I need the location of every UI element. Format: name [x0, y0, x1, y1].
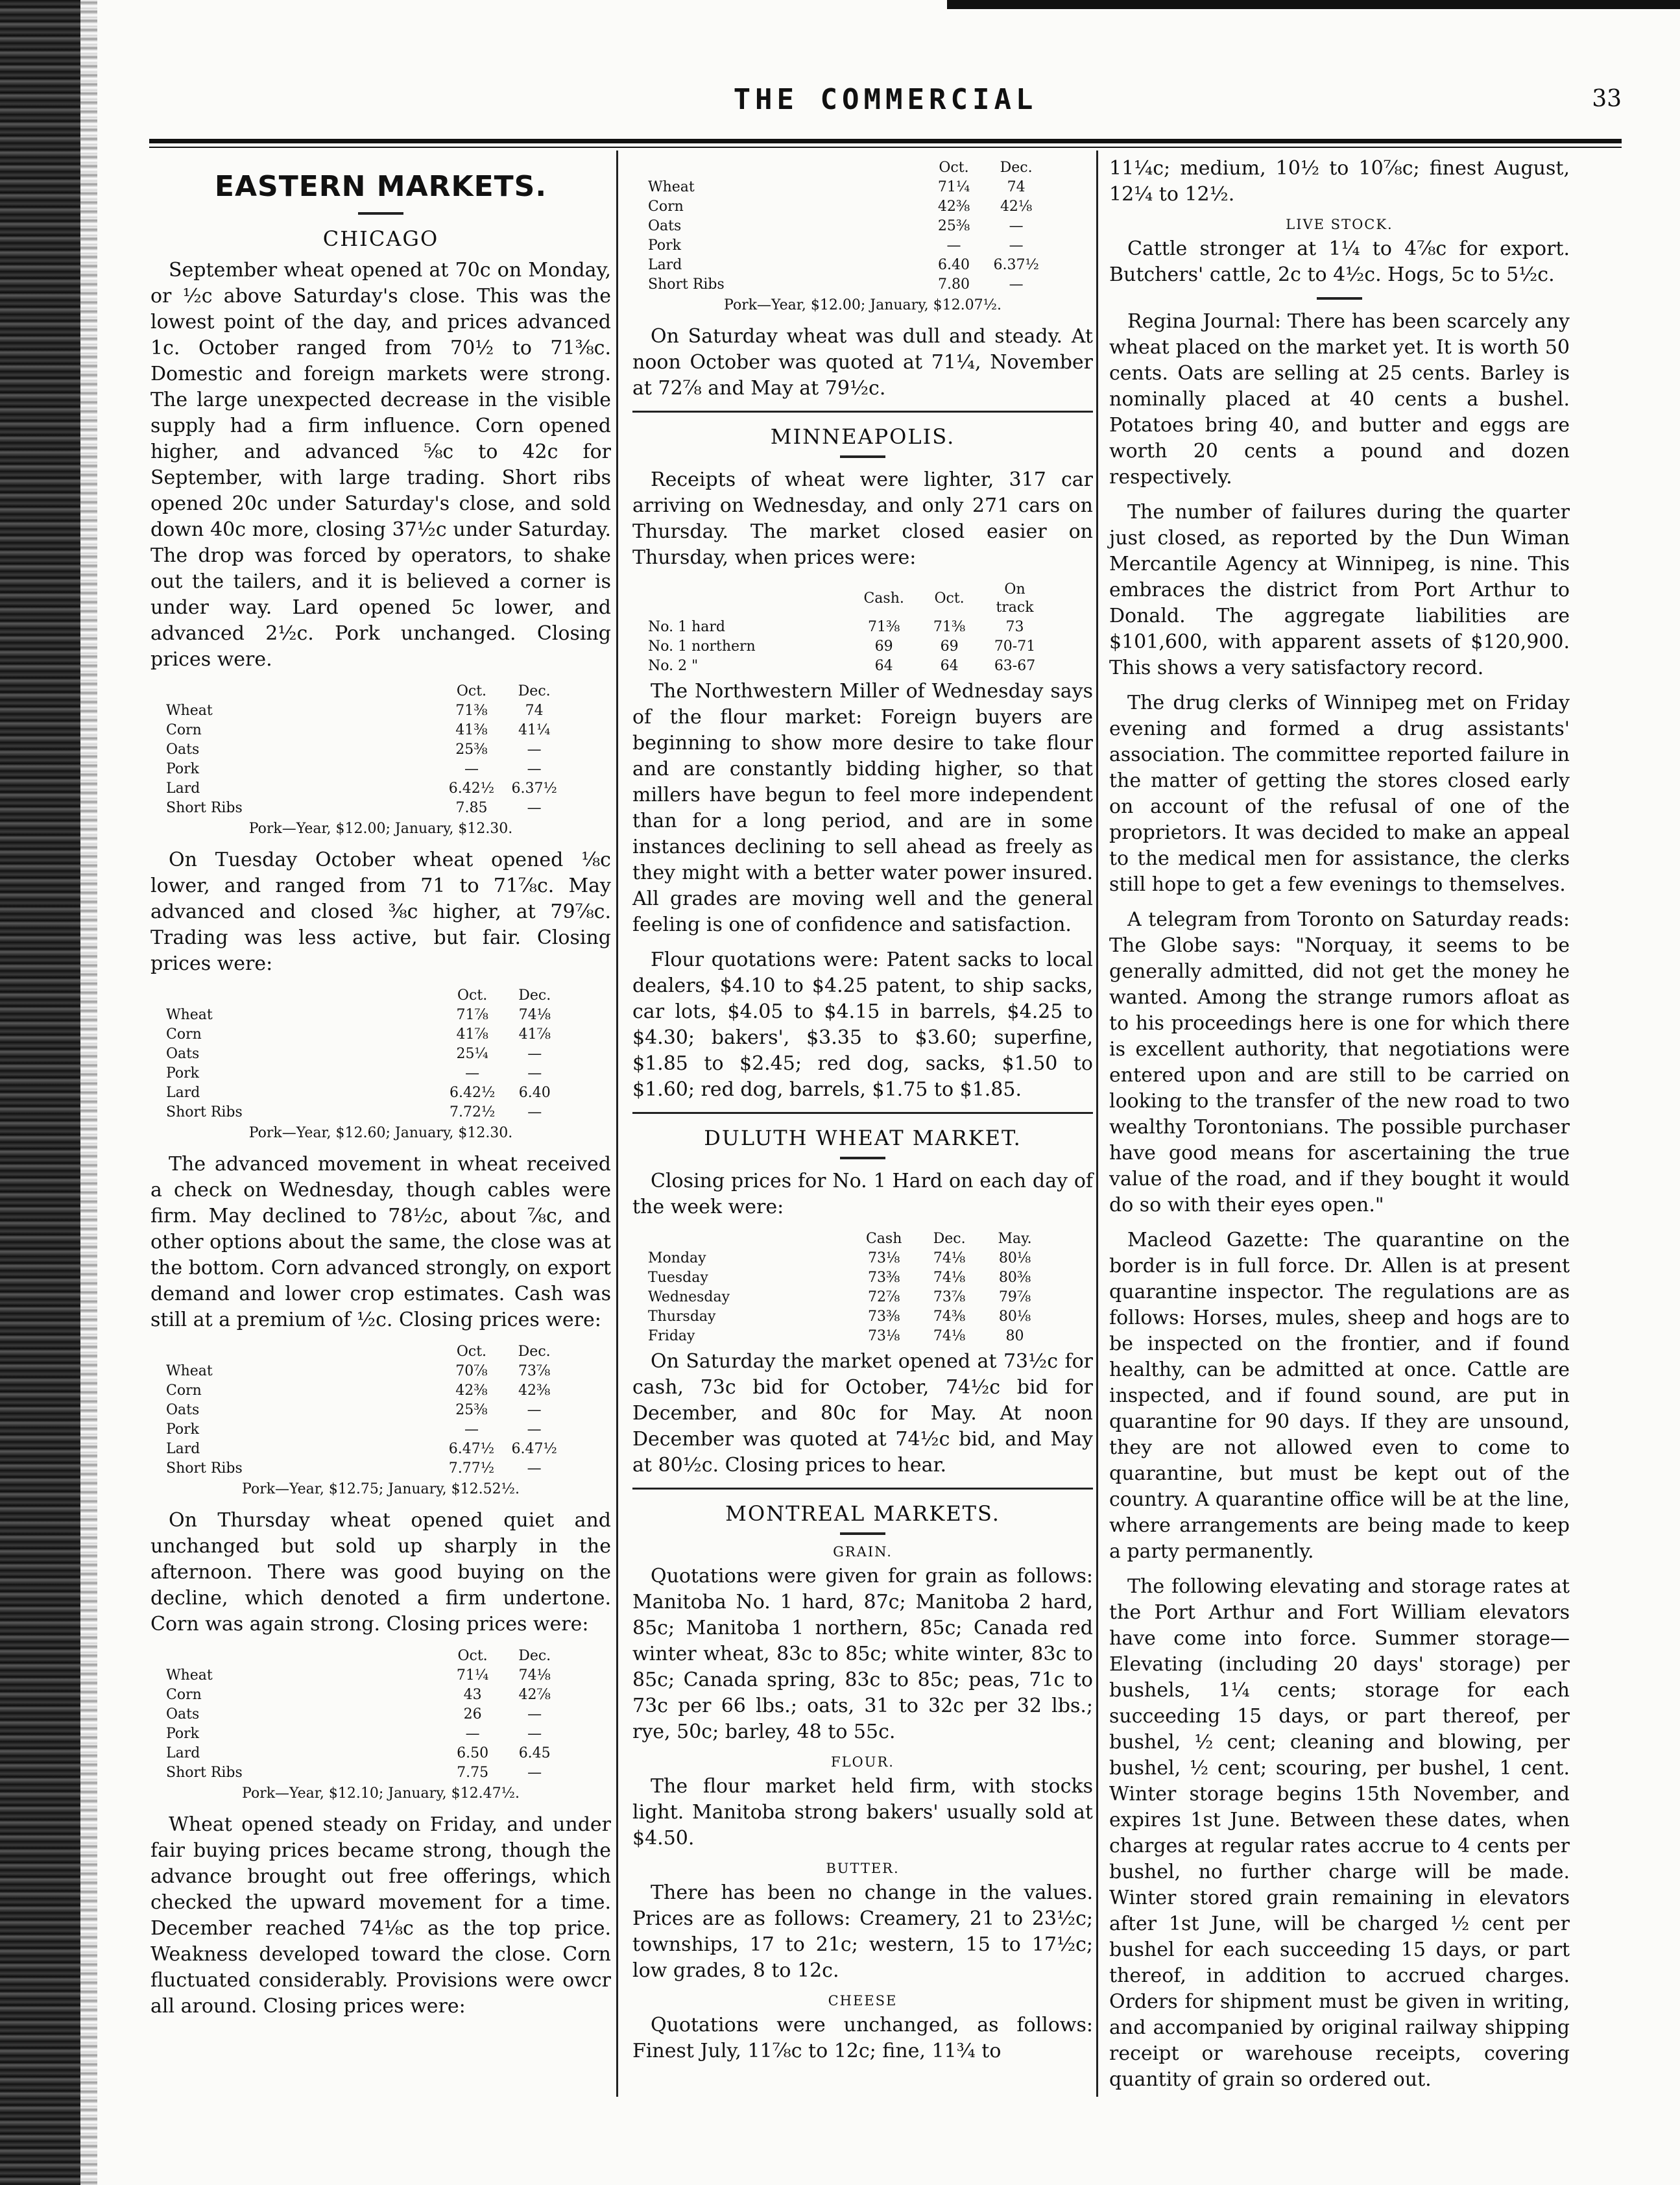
article-paragraph: There has been no change in the values. Prices are as follows: Creamery, 21 to 23½c; townships, 17 to 21c; western, 15 to 17½c; low grades, 8 to 12c.: [632, 1881, 1093, 1982]
article-paragraph: Quotations were unchanged, as follows: Finest July, 11⅞c to 12c; fine, 11¾ to: [632, 2014, 1093, 2062]
price-table: Oct. Dec. Wheat 71¼ 74 Corn 42⅜ 42⅛ Oats 25⅜ — Pork — — Lard 6.40 6.37½ Short Ribs 7.80 —: [648, 160, 1039, 293]
column-rule: [1096, 151, 1098, 2097]
divider: [632, 1488, 1093, 1490]
subsection-heading: FLOUR.: [831, 1754, 894, 1770]
article-paragraph: Regina Journal: There has been scarcely any wheat placed on the market yet. It is worth 50 cents. Oats are selling at 25 cents. Barley is nominally placed at 40 cents a bushel. Potatoes bring 40, and butter and eggs are worth 20 cents a pound and dozen respectively.: [1109, 310, 1570, 489]
column-3: [1109, 156, 1570, 2102]
section-subtitle: MINNEAPOLIS.: [770, 424, 955, 449]
masthead-title: THE COMMERCIAL: [733, 83, 1038, 116]
section-title: EASTERN MARKETS.: [214, 170, 547, 203]
article-paragraph: On Saturday the market opened at 73½c for cash, 73c bid for October, 74½c bid for December, and 80c for May. At noon December was quoted at 74½c bid, and May at 80½c. Closing prices to hear.: [632, 1350, 1093, 1477]
article-paragraph: The following elevating and storage rates at the Port Arthur and Fort William elevators have come into force. Summer storage—Elevating (including 20 days' storage) per bushels, 1¼ cents; storage for each succeeding 15 days, or part thereof, per bushel, ½ cent; cleaning and blowing, per bushel, ½ cent; scouring, per bushel, 1 cent. Winter storage begins 15th November, and expires 1st June. Between these dates, when charges at regular rates accrue to 4 cents per bushel, no further charge will be made. Winter stored grain remaining in elevators after 1st June, will be charged ½ cent per bushel for each succeeding 15 days, or part thereof, in addition to accrued charges. Orders for shipment must be given in writing, and accompanied by original railway shipping receipt or warehouse receipts, covering quantity of grain so ordered out.: [1109, 1575, 1570, 2091]
article-paragraph: Receipts of wheat were lighter, 317 car arriving on Wednesday, and only 271 cars on Thursday. The market closed easier on Thursday, when prices were:: [632, 468, 1093, 569]
article-paragraph: Closing prices for No. 1 Hard on each day of the week were:: [632, 1170, 1093, 1218]
subsection-heading: GRAIN.: [833, 1544, 893, 1560]
article-paragraph: The number of failures during the quarter just closed, as reported by the Dun Wiman Mercantile Agency at Winnipeg, is nine. This embraces the district from Port Arthur to Donald. The aggregate liabilities are $101,600, with apparent assets of $120,900. This shows a very satisfactory record.: [1109, 501, 1570, 679]
divider: [840, 455, 885, 458]
article-paragraph: On Thursday wheat opened quiet and unchanged but sold up sharply in the afternoon. There was good buying on the decline, which denoted a firm undertone. Corn was again strong. Closing prices were:: [150, 1509, 611, 1636]
price-table: Oct. Dec. Wheat 71¼ 74⅛ Corn 43 42⅞ Oats 26 — Pork — — Lard 6.50 6.45 Short Ribs 7.75 —: [166, 1648, 551, 1781]
price-table: Oct. Dec. Wheat 71⅞ 74⅛ Corn 41⅞ 41⅞ Oats 25¼ — Pork — — Lard 6.42½ 6.40 Short Ribs 7.72½ —: [166, 987, 551, 1120]
column-1: [150, 156, 611, 2029]
article-paragraph: The advanced movement in wheat received a check on Wednesday, though cables were firm. May declined to 78½c, about ⅞c, and other options about the same, the close was at the bottom. Corn advanced strongly, on export demand and lower crop estimates. Cash was still at a premium of ½c. Closing prices were:: [150, 1153, 611, 1331]
price-table: Cash Dec. May. Monday 73⅛ 74⅛ 80⅛ Tuesday 73⅜ 74⅛ 80⅜ Wednesday 72⅞ 73⅞ 79⅞ Thursday 73⅜ 74⅜ 80⅛ Friday 73⅛ 74⅛ 80: [648, 1231, 1032, 1344]
page-binding-edge: [0, 0, 97, 2185]
section-subtitle: DULUTH WHEAT MARKET.: [704, 1126, 1022, 1150]
article-paragraph: Cattle stronger at 1¼ to 4⅞c for export. Butchers' cattle, 2c to 4½c. Hogs, 5c to 5½c.: [1109, 237, 1570, 286]
header-rule-thin: [149, 147, 1622, 148]
table-note: Pork—Year, $12.00; January, $12.07½.: [724, 297, 1002, 313]
article-paragraph: Flour quotations were: Patent sacks to local dealers, $4.10 to $4.25 patent, to ship sacks, car lots, $4.05 to $4.15 in barrels, $4.25 to $4.30; bakers', $3.35 to $3.60; superfine, $1.85 to $2.45; red dog, sacks, $1.50 to $1.60; red dog, barrels, $1.75 to $1.85.: [632, 948, 1093, 1101]
column-2: [632, 156, 1093, 2073]
article-paragraph: Wheat opened steady on Friday, and under fair buying prices became strong, though the advance brought out free offerings, which checked the upward movement for a time. December reached 74⅛c as the top price. Weakness developed toward the close. Corn fluctuated considerably. Provisions were owcr all around. Closing prices were:: [150, 1813, 611, 2018]
article-paragraph: On Tuesday October wheat opened ⅛c lower, and ranged from 71 to 71⅞c. May advanced and closed ⅜c higher, at 79⅞c. Trading was less active, but fair. Closing prices were:: [150, 849, 611, 975]
page-number: 33: [1592, 86, 1622, 112]
divider: [358, 212, 403, 215]
article-paragraph: The drug clerks of Winnipeg met on Friday evening and formed a drug assistants' association. The committee reported failure in the matter of getting the stores closed early on account of the refusal of one of the proprietors. It was decided to make an appeal to the medical men for assistance, the clerks still hope to get a few evenings to themselves.: [1109, 692, 1570, 896]
page-header: [149, 83, 1622, 122]
article-paragraph: Quotations were given for grain as follows: Manitoba No. 1 hard, 87c; Manitoba 2 hard, 85c; Manitoba 1 northern, 85c; Canada red winter wheat, 83c to 85c; white winter, 83c to 85c; Canada spring, 83c to 85c; peas, 71c to 73c per 66 lbs.; oats, 31 to 32c per 32 lbs.; rye, 50c; barley, 48 to 55c.: [632, 1565, 1093, 1743]
article-paragraph: The flour market held firm, with stocks light. Manitoba strong bakers' usually sold at $4.50.: [632, 1775, 1093, 1850]
article-paragraph: September wheat opened at 70c on Monday, or ½c above Saturday's close. This was the lowest point of the day, and prices advanced 1c. October ranged from 70½ to 71⅜c. Domestic and foreign markets were strong. The large unexpected decrease in the visible supply had a firm influence. Corn opened higher, and advanced ⅝c to 42c for September, with large trading. Short ribs opened 20c under Saturday's close, and sold down 40c more, closing 37½c under Saturday. The drop was forced by operators, to shake out the tailers, and it is believed a corner is under way. Lard opened 5c lower, and advanced 2½c. Pork unchanged. Closing prices were.: [150, 259, 611, 671]
subsection-heading: LIVE STOCK.: [1286, 217, 1393, 232]
price-table: Oct. Dec. Wheat 70⅞ 73⅞ Corn 42⅜ 42⅜ Oats 25⅜ — Pork — — Lard 6.47½ 6.47½ Short Ribs 7.77½ —: [166, 1344, 557, 1477]
article-paragraph: Macleod Gazette: The quarantine on the border is in full force. Dr. Allen is at present quarantine inspector. The regulations are as follows: Horses, mules, sheep and hogs are to be inspected on the frontier, and if found healthy, can be admitted at once. Cattle are inspected, and if found sound, are put in quarantine for 90 days. If they are unsound, they are not allowed even to come to quarantine, but must be kept out of the country. A quarantine office will be at the line, where arrangements are being made to keep a party permanently.: [1109, 1229, 1570, 1563]
divider: [632, 1112, 1093, 1114]
article-paragraph: The Northwestern Miller of Wednesday says of the flour market: Foreign buyers are beginning to show more desire to take flour and are constantly bidding higher, so that millers have begun to feel more independent than for a long period, and are in some instances declining to sell ahead as freely as they might with a better water power insured. All grades are moving well and the general feeling is one of confidence and satisfaction.: [632, 680, 1093, 936]
top-border-bar: [947, 0, 1680, 9]
table-note: Pork—Year, $12.60; January, $12.30.: [248, 1125, 513, 1141]
price-table: Oct. Dec. Wheat 71⅜ 74 Corn 41⅜ 41¼ Oats 25⅜ — Pork — — Lard 6.42½ 6.37½ Short Ribs 7.85 —: [166, 683, 557, 816]
price-table: Cash. Oct. On track No. 1 hard 71⅜ 71⅜ 73 No. 1 northern 69 69 70-71 No. 2 " 64 64 63-67: [648, 581, 1036, 674]
subsection-heading: BUTTER.: [826, 1861, 900, 1876]
divider: [840, 1157, 885, 1159]
article-paragraph: A telegram from Toronto on Saturday reads: The Globe says: "Norquay, it seems to be generally admitted, did not get the money he wanted. Among the strange rumors afloat as to his proceedings here is one for which there is excellent authority, that negotiations were entered upon and are still to be carried on looking to the transfer of the new road to two wealthy Torontonians. The possible purchaser have good means for ascertaining the true value of the road, and if they bought it would do so with their eyes open.": [1109, 908, 1570, 1216]
column-rule: [616, 151, 618, 2097]
table-note: Pork—Year, $12.00; January, $12.30.: [248, 821, 513, 837]
section-subtitle: CHICAGO: [322, 226, 439, 251]
article-paragraph: On Saturday wheat was dull and steady. At noon October was quoted at 71¼, November at 72⅞ and May at 79½c.: [632, 325, 1093, 400]
table-note: Pork—Year, $12.75; January, $12.52½.: [242, 1481, 520, 1497]
header-rule: [149, 139, 1622, 143]
divider: [840, 1532, 885, 1535]
divider: [1317, 297, 1362, 300]
divider: [632, 411, 1093, 413]
table-note: Pork—Year, $12.10; January, $12.47½.: [242, 1785, 520, 1802]
subsection-heading: CHEESE: [828, 1993, 898, 2009]
article-paragraph: 11¼c; medium, 10½ to 10⅞c; finest August, 12¼ to 12½.: [1109, 157, 1570, 206]
section-subtitle: MONTREAL MARKETS.: [725, 1501, 1000, 1526]
